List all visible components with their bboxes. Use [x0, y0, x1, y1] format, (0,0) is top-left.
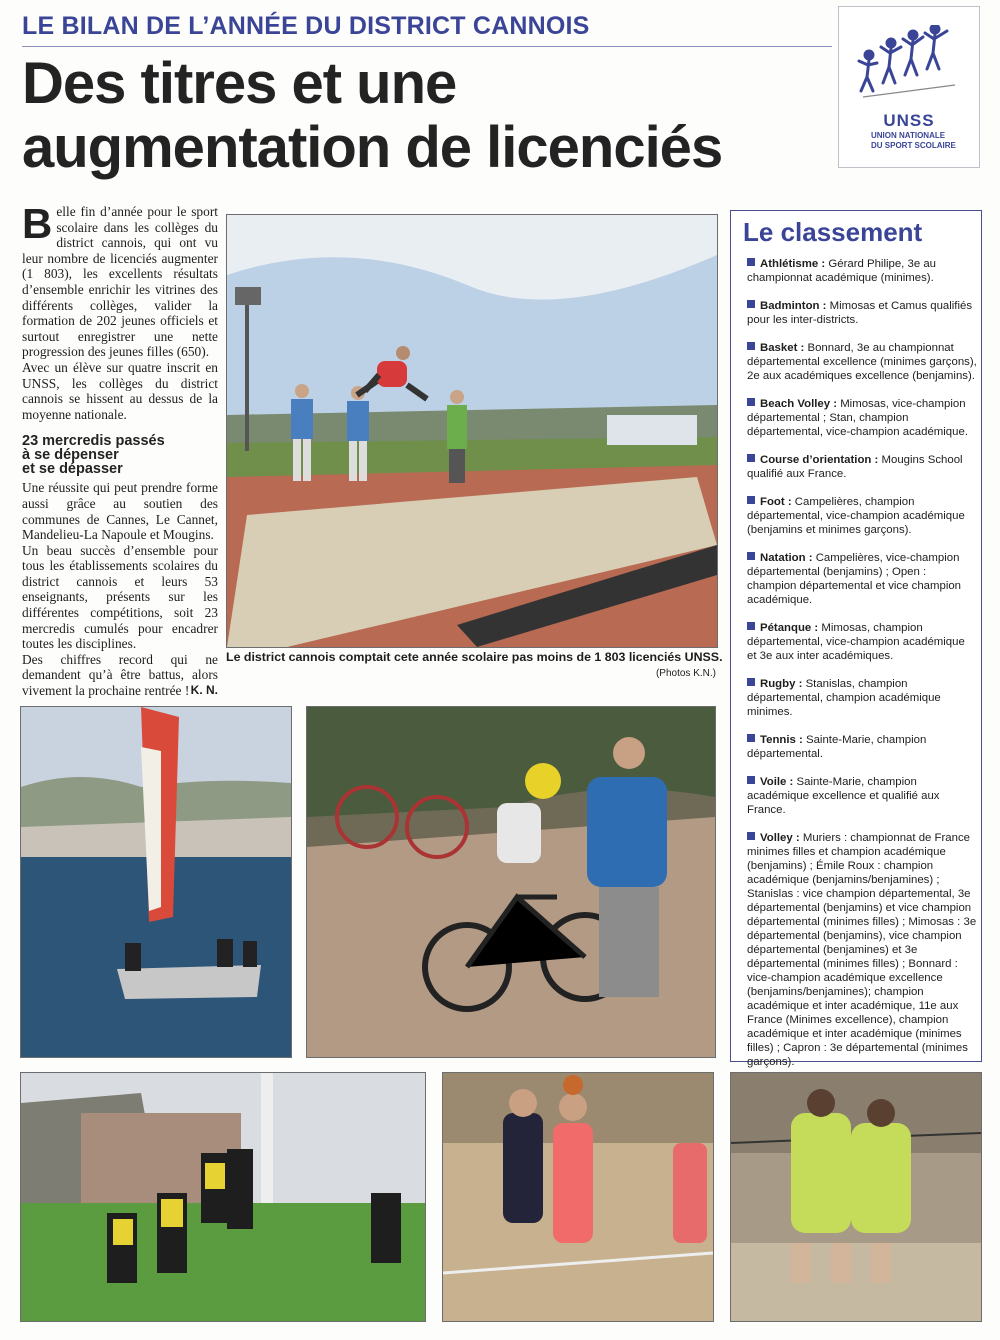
photo-volleyball	[730, 1072, 982, 1322]
sport-name: Foot :	[760, 496, 792, 508]
result-text: Stanislas, champion départemental, champion académique minimes.	[747, 678, 941, 718]
classement-item	[747, 257, 977, 285]
subheading-line-3: et se dépasser	[22, 461, 123, 478]
subheading-line-2: à se dépenser	[22, 447, 119, 464]
kicker-rule	[22, 46, 832, 47]
subheading-line-1: 23 mercredis passés	[22, 433, 165, 450]
classement-list	[747, 257, 977, 1083]
classement-item	[747, 397, 977, 439]
bullet-square-icon	[747, 776, 755, 784]
result-text: Sainte-Marie, champion départemental.	[747, 734, 927, 760]
result-text: Muriers : championnat de France minimes filles et champion académique (benjamins) ; Émile Roux : champion académique (benjamins/benjamines) ; Stanislas : vice champion départemental, 3e départemental (benjamins) et vice champion départemental (minimes filles) ; Mimosas : 3e départemental (benjamins), vice champion départemental (benjamines) et 3e départemental (minimes filles) ; Bonnard : vice-champion académique excellence (benjamins/benjamines); champion académique et inter académique, 11e aux France (Minimes excellence), champion académique et inter académique (minimes filles) ; Capron : 3e départemental (minimes garçons).	[747, 832, 977, 1068]
bullet-square-icon	[747, 832, 755, 840]
headline	[22, 52, 832, 180]
article-paragraph-5-text: Des chiffres record qui ne demandent qu’à être battus, alors vivement la prochaine rentrée !	[22, 651, 218, 699]
bullet-square-icon	[747, 454, 755, 462]
section-kicker: LE BILAN DE L’ANNÉE DU DISTRICT CANNOIS	[22, 12, 590, 40]
classement-item	[747, 733, 977, 761]
result-text: Mimosas, champion départemental, vice-champion académique et 3e aux inter académiques.	[747, 622, 965, 662]
classement-sidebar	[730, 210, 982, 1068]
classement-item	[747, 677, 977, 719]
photo-rugby	[20, 1072, 426, 1322]
bullet-square-icon	[747, 496, 755, 504]
logo-name: UNSS	[883, 111, 935, 130]
article-paragraph-2: Avec un élève sur quatre inscrit en UNSS, les collèges du district cannois se hissent au dessus de la moyenne nationale.	[22, 359, 218, 422]
photo-long-jump	[226, 214, 718, 648]
photo-handball	[442, 1072, 714, 1322]
article-paragraph-1	[22, 200, 218, 360]
result-text: Mimosas et Camus qualifiés pour les inter-districts.	[747, 300, 973, 326]
result-text: Sainte-Marie, champion académique excellence et qualifié aux France.	[747, 776, 940, 816]
sport-name: Voile :	[760, 776, 794, 788]
logo-subtitle-line-2: DU SPORT SCOLAIRE	[871, 141, 956, 150]
result-text: Campelières, vice-champion départemental (benjamins) ; Open : champion départemental et vice champion académique.	[747, 552, 962, 606]
classement-item	[747, 341, 977, 383]
unss-logo	[838, 6, 980, 168]
classement-item	[747, 453, 977, 481]
sidebar-title: Le classement	[743, 217, 923, 247]
article-body	[22, 200, 218, 699]
sport-name: Badminton :	[760, 300, 827, 312]
bullet-square-icon	[747, 300, 755, 308]
classement-item	[747, 551, 977, 607]
article-paragraph-3: Une réussite qui peut prendre forme aussi grâce au soutien des communes de Cannes, Le Cannet, Mandelieu-La Napoule et Mougins.	[22, 480, 218, 543]
bullet-square-icon	[747, 622, 755, 630]
photo-credit: (Photos K.N.)	[655, 668, 716, 679]
photo-sailing	[20, 706, 292, 1058]
headline-line-2: augmentation de licenciés	[22, 115, 723, 180]
logo-subtitle	[871, 131, 961, 151]
article-subheading	[22, 434, 218, 476]
drop-cap: B	[22, 200, 53, 247]
main-photo-caption: Le district cannois comptait cete année scolaire pas moins de 1 803 licenciés UNSS.	[226, 650, 723, 664]
article-paragraph-4: Un beau succès d’ensemble pour tous les établissements scolaires du district cannois et leurs 53 enseignants, présents sur les différentes compétitions, soit 23 mercredis cumulés pour encadrer toutes les disciplines.	[22, 542, 218, 652]
classement-item	[747, 831, 977, 1069]
bullet-square-icon	[747, 734, 755, 742]
author-signature: K. N.	[190, 683, 218, 698]
result-text: Campelières, champion départemental, vice-champion académique (benjamins et minimes garçons).	[747, 496, 965, 536]
result-text: Bonnard, 3e au championnat départemental excellence (minimes garçons), 2e aux académiques excellence (benjamins).	[747, 342, 977, 382]
bullet-square-icon	[747, 678, 755, 686]
sport-name: Pétanque :	[760, 622, 819, 634]
result-text: Mimosas, vice-champion départemental ; Stan, champion départemental, vice-champion académique.	[747, 398, 968, 438]
headline-line-1: Des titres et une	[22, 51, 457, 116]
result-text: Mougins School qualifié aux France.	[747, 454, 963, 480]
logo-subtitle-line-1: UNION NATIONALE	[871, 131, 946, 140]
result-text: Gérard Philipe, 3e au championnat académique (minimes).	[747, 258, 937, 284]
sport-name: Course d’orientation :	[760, 454, 879, 466]
photo-mountain-bike	[306, 706, 716, 1058]
classement-item	[747, 775, 977, 817]
bullet-square-icon	[747, 342, 755, 350]
sport-name: Athlétisme :	[760, 258, 826, 270]
article-paragraph-1-text: elle fin d’année pour le sport scolaire dans les collèges du district cannois, qui ont vu leur nombre de licenciés augmenter (1 803), les excellents résultats d’ensemble enrichir les vitrines des différents collèges, valider la formation de 202 jeunes officiels et surtout enregistrer une nette progression des jeunes filles (650).	[22, 204, 218, 360]
sport-name: Rugby :	[760, 678, 803, 690]
sport-name: Natation :	[760, 552, 813, 564]
classement-item	[747, 299, 977, 327]
sport-name: Tennis :	[760, 734, 803, 746]
article-paragraph-5	[22, 652, 218, 699]
sport-name: Volley :	[760, 832, 800, 844]
bullet-square-icon	[747, 398, 755, 406]
unss-figures-logo-icon	[855, 25, 963, 107]
sport-name: Beach Volley :	[760, 398, 838, 410]
classement-item	[747, 495, 977, 537]
bullet-square-icon	[747, 552, 755, 560]
classement-item	[747, 621, 977, 663]
sport-name: Basket :	[760, 342, 805, 354]
bullet-square-icon	[747, 258, 755, 266]
